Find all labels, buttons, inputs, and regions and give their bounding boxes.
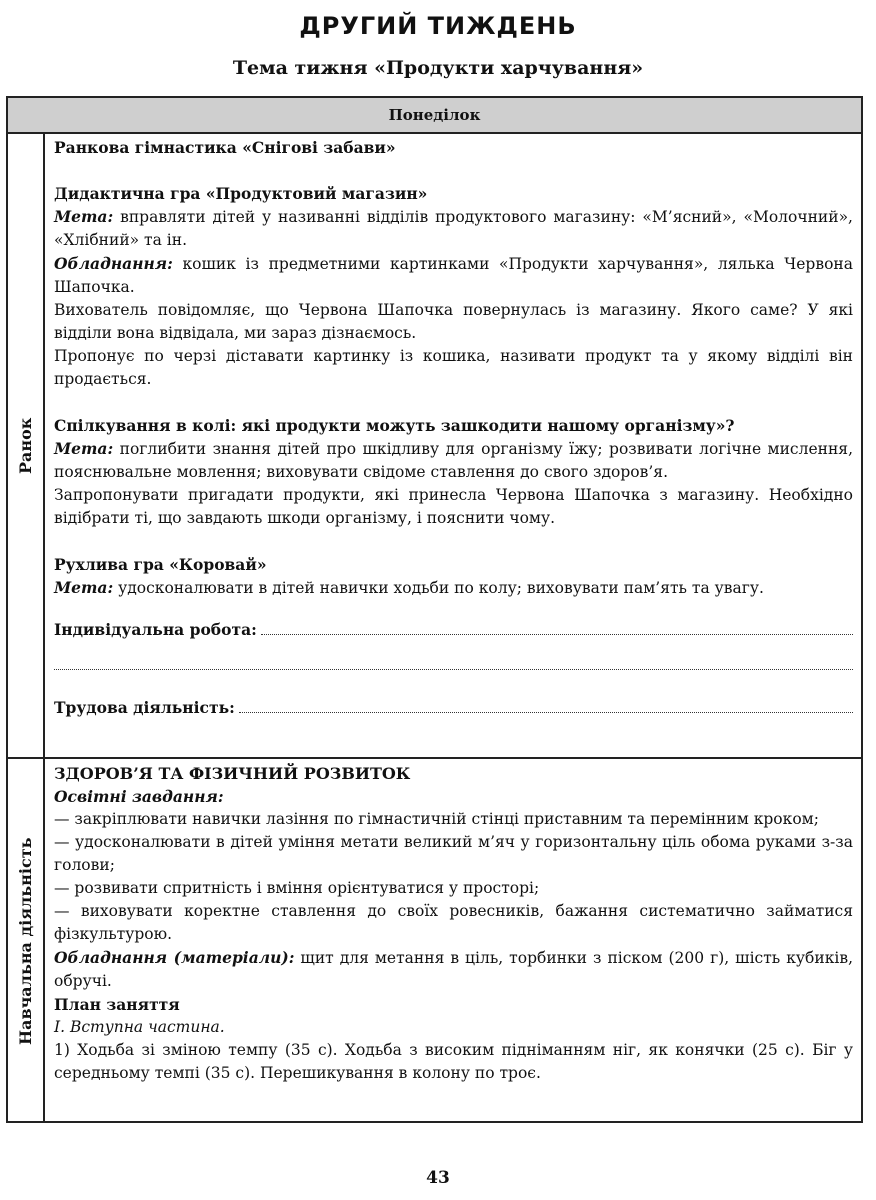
didactic-game-title: Дидактична гра «Продуктовий магазин»	[54, 184, 428, 203]
morning-section	[54, 136, 853, 719]
goal-text: вправляти дітей у називанні відділів продуктового магазину: «М’ясний», «Молочний», «Хлібний» та ін.	[54, 208, 853, 249]
plan-step: 1) Ходьба зі зміною темпу (35 с). Ходьба з високим підніманням ніг, як конячки (25 с). Біг у середньому темпі (35 с). Перешикування в колону по троє.	[54, 1041, 853, 1082]
part-label: I. Вступна частина.	[54, 1018, 225, 1036]
column-divider	[43, 132, 45, 1121]
day-header: Понеділок	[8, 98, 861, 134]
individual-work-label: Індивідуальна робота:	[54, 620, 257, 639]
task-item: — розвивати спритність і вміння орієнтуватися у просторі;	[54, 879, 540, 897]
week-theme: Тема тижня «Продукти харчування»	[232, 57, 644, 79]
fill-in-line	[239, 698, 853, 713]
fill-in-line	[261, 620, 853, 635]
active-game-title: Рухлива гра «Коровай»	[54, 555, 267, 574]
plan-table	[6, 96, 863, 1123]
section-label-study: Навчальна діяльність	[16, 837, 35, 1045]
page-title: ДРУГИЙ ТИЖДЕНЬ	[299, 12, 577, 40]
tasks-label: Освітні завдання:	[54, 787, 224, 806]
goal-label: Мета:	[54, 207, 114, 226]
didactic-game-equipment	[54, 252, 853, 299]
circle-talk-goal	[54, 437, 853, 484]
didactic-game-goal	[54, 205, 853, 252]
equipment-label: Обладнання:	[54, 254, 173, 273]
study-section	[54, 762, 853, 1085]
goal-label: Мета:	[54, 578, 114, 597]
section-divider	[8, 757, 861, 759]
circle-talk-paragraph: Запропонувати пригадати продукти, які принесла Червона Шапочка з магазину. Необхідно відібрати ті, що завдають шкоди організму, і пояснити чому.	[54, 486, 853, 527]
goal-text: поглибити знання дітей про шкідливу для організму їжу; розвивати логічне мислення, пояснювальне мовлення; виховувати свідоме ставлення до свого здоров’я.	[54, 440, 853, 481]
task-item: — удосконалювати в дітей уміння метати великий м’яч у горизонтальну ціль обома руками з-за голови;	[54, 833, 853, 874]
goal-label: Мета:	[54, 439, 114, 458]
study-equipment	[54, 946, 853, 993]
didactic-game-paragraph: Пропонує по черзі діставати картинку із кошика, називати продукт та у якому відділі він продається.	[54, 347, 853, 388]
equipment-text: кошик із предметними картинками «Продукти харчування», лялька Червона Шапочка.	[54, 255, 853, 296]
individual-work-line	[54, 618, 853, 641]
equipment-label: Обладнання (матеріали):	[54, 948, 295, 967]
active-game-goal	[54, 576, 853, 600]
task-item: — виховувати коректне ставлення до своїх ровесників, бажання систематично займатися фізкультурою.	[54, 902, 853, 943]
goal-text: удосконалювати в дітей навички ходьби по колу; виховувати пам’ять та увагу.	[113, 579, 764, 597]
labor-line	[54, 696, 853, 719]
gymnastics-title: Ранкова гімнастика «Снігові забави»	[54, 138, 396, 157]
didactic-game-paragraph: Вихователь повідомляє, що Червона Шапочка повернулась із магазину. Якого саме? У які відділи вона відвідала, ми зараз дізнаємось.	[54, 301, 853, 342]
task-item: — закріплювати навички лазіння по гімнастичній стінці приставним та перемінним кроком;	[54, 810, 819, 828]
labor-label: Трудова діяльність:	[54, 698, 235, 717]
circle-talk-title: Спілкування в колі: які продукти можуть зашкодити нашому організму»?	[54, 416, 735, 435]
equipment-text: щит для метання в ціль, торбинки з піском (200 г), шість кубиків, обручі.	[54, 949, 853, 990]
study-heading: ЗДОРОВ’Я ТА ФІЗИЧНИЙ РОЗВИТОК	[54, 764, 411, 783]
fill-in-line	[54, 647, 853, 670]
page-number: 43	[426, 1168, 450, 1188]
plan-label: План заняття	[54, 995, 180, 1014]
section-label-morning: Ранок	[16, 417, 35, 474]
